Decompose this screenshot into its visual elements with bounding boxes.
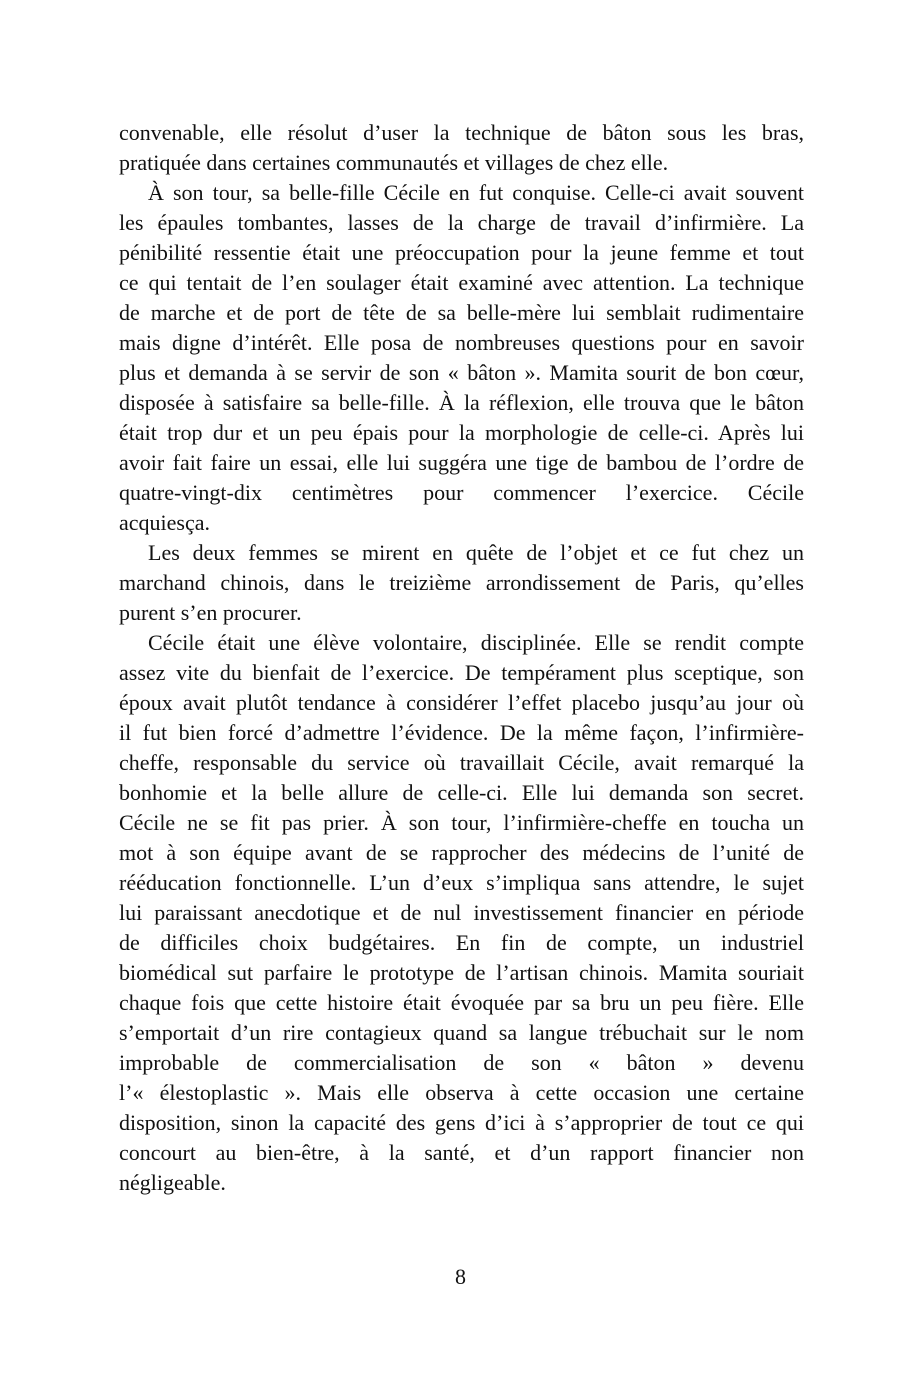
text-line: négligeable.	[119, 1170, 226, 1195]
text-line: s’emportait d’un rire contagieux quand sa langue trébuchait sur le nom	[119, 1020, 804, 1045]
body-text	[119, 118, 804, 1198]
text-line: bonhomie et la belle allure de celle-ci. Elle lui demanda son secret.	[119, 780, 804, 805]
text-line: acquiesça.	[119, 510, 210, 535]
text-line: purent s’en procurer.	[119, 600, 302, 625]
text-line: époux avait plutôt tendance à considérer l’effet placebo jusqu’au jour où	[119, 690, 804, 715]
text-line: les épaules tombantes, lasses de la charge de travail d’infirmière. La	[119, 210, 804, 235]
text-line: il fut bien forcé d’admettre l’évidence. De la même façon, l’infirmière-	[119, 720, 804, 745]
text-line: pratiquée dans certaines communautés et villages de chez elle.	[119, 150, 669, 175]
text-line: rééducation fonctionnelle. L’un d’eux s’impliqua sans attendre, le sujet	[119, 870, 804, 895]
text-line: ce qui tentait de l’en soulager était examiné avec attention. La technique	[119, 270, 804, 295]
text-line: convenable, elle résolut d’user la technique de bâton sous les bras,	[119, 120, 804, 145]
text-line: assez vite du bienfait de l’exercice. De tempérament plus sceptique, son	[119, 660, 804, 685]
paragraph	[119, 538, 804, 628]
text-line: de difficiles choix budgétaires. En fin de compte, un industriel	[119, 930, 804, 955]
text-line: pénibilité ressentie était une préoccupation pour la jeune femme et tout	[119, 240, 804, 265]
paragraph	[119, 628, 804, 1198]
paragraph	[119, 118, 804, 178]
text-line: disposition, sinon la capacité des gens d’ici à s’approprier de tout ce qui	[119, 1110, 804, 1135]
text-line: était trop dur et un peu épais pour la morphologie de celle-ci. Après lui	[119, 420, 804, 445]
text-line: avoir fait faire un essai, elle lui suggéra une tige de bambou de l’ordre de	[119, 450, 804, 475]
text-line: cheffe, responsable du service où travaillait Cécile, avait remarqué la	[119, 750, 804, 775]
text-line: de marche et de port de tête de sa belle-mère lui semblait rudimentaire	[119, 300, 804, 325]
text-line: Cécile était une élève volontaire, disciplinée. Elle se rendit compte	[148, 630, 804, 655]
text-line: l’« élestoplastic ». Mais elle observa à cette occasion une certaine	[119, 1080, 804, 1105]
text-line: improbable de commercialisation de son « bâton » devenu	[119, 1050, 804, 1075]
text-line: plus et demanda à se servir de son « bâton ». Mamita sourit de bon cœur,	[119, 360, 804, 385]
text-line: Cécile ne se fit pas prier. À son tour, l’infirmière-cheffe en toucha un	[119, 810, 804, 835]
text-line: À son tour, sa belle-fille Cécile en fut conquise. Celle-ci avait souvent	[148, 180, 804, 205]
text-line: Les deux femmes se mirent en quête de l’objet et ce fut chez un	[148, 540, 804, 565]
text-line: marchand chinois, dans le treizième arrondissement de Paris, qu’elles	[119, 570, 804, 595]
text-line: lui paraissant anecdotique et de nul investissement financier en période	[119, 900, 804, 925]
text-line: biomédical sut parfaire le prototype de l’artisan chinois. Mamita souriait	[119, 960, 804, 985]
text-line: quatre-vingt-dix centimètres pour commencer l’exercice. Cécile	[119, 480, 804, 505]
page-number: 8	[455, 1264, 466, 1289]
text-line: mais digne d’intérêt. Elle posa de nombreuses questions pour en savoir	[119, 330, 804, 355]
text-line: mot à son équipe avant de se rapprocher des médecins de l’unité de	[119, 840, 804, 865]
text-line: chaque fois que cette histoire était évoquée par sa bru un peu fière. Elle	[119, 990, 804, 1015]
text-line: concourt au bien-être, à la santé, et d’un rapport financier non	[119, 1140, 804, 1165]
paragraph	[119, 178, 804, 538]
text-line: disposée à satisfaire sa belle-fille. À la réflexion, elle trouva que le bâton	[119, 390, 804, 415]
